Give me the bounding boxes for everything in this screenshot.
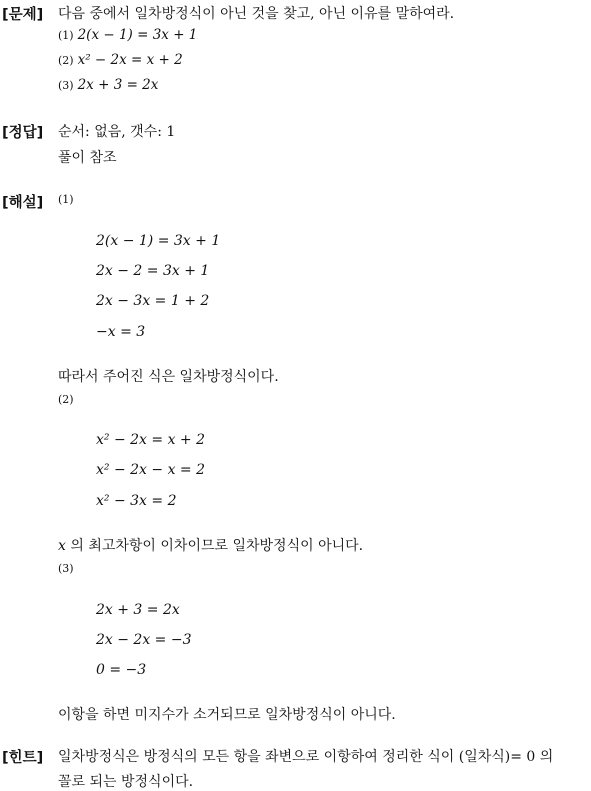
equation-step: x² − 3x = 2 [96, 493, 177, 509]
equation-step: 2(x − 1) = 3x + 1 [96, 233, 221, 249]
answer-line: 순서: 없음, 갯수: 1 [58, 124, 176, 140]
equation-step: x² − 2x = x + 2 [96, 432, 206, 448]
item-number: (1) [58, 29, 74, 42]
hint-line: 꼴로 되는 방정식이다. [58, 774, 194, 790]
equation-step: −x = 3 [96, 324, 146, 340]
part-conclusion: 따라서 주어진 식은 일차방정식이다. [58, 369, 279, 385]
part-conclusion [58, 535, 363, 555]
part-number: (2) [58, 393, 74, 406]
answer-tag: [정답] [2, 125, 44, 141]
answer-line: 풀이 참조 [58, 150, 117, 166]
equation-step: 2x + 3 = 2x [96, 602, 180, 618]
conclusion-variable: x [58, 538, 66, 554]
problem-tag: [문제] [2, 7, 44, 23]
equation-step: 2x − 2 = 3x + 1 [96, 263, 210, 279]
equation-step: 2x − 3x = 1 + 2 [96, 293, 210, 309]
equation-step: 0 = −3 [96, 662, 147, 678]
item-number: (3) [58, 79, 74, 92]
item-expression: x² − 2x = x + 2 [77, 52, 183, 68]
conclusion-text: 의 최고차항이 이차이므로 일차방정식이 아니다. [65, 538, 364, 554]
item-number: (2) [58, 54, 74, 67]
hint-line: 일차방정식은 방정식의 모든 항을 좌변으로 이항하여 정리한 식이 (일차식)= 0 의 [58, 749, 554, 765]
part-number: (3) [58, 562, 74, 575]
problem-item [58, 27, 197, 43]
explanation-tag: [해설] [2, 195, 44, 211]
item-expression: 2(x − 1) = 3x + 1 [77, 27, 198, 43]
part-conclusion: 이항을 하면 미지수가 소거되므로 일차방정식이 아니다. [58, 707, 396, 723]
equation-step: 2x − 2x = −3 [96, 632, 192, 648]
part-number: (1) [58, 193, 74, 206]
equation-step: x² − 2x − x = 2 [96, 462, 206, 478]
problem-text: 다음 중에서 일차방정식이 아닌 것을 찾고, 아닌 이유를 말하여라. [58, 6, 455, 22]
problem-item [58, 77, 158, 93]
problem-item [58, 52, 183, 68]
item-expression: 2x + 3 = 2x [77, 77, 159, 93]
hint-tag: [힌트] [2, 750, 44, 766]
